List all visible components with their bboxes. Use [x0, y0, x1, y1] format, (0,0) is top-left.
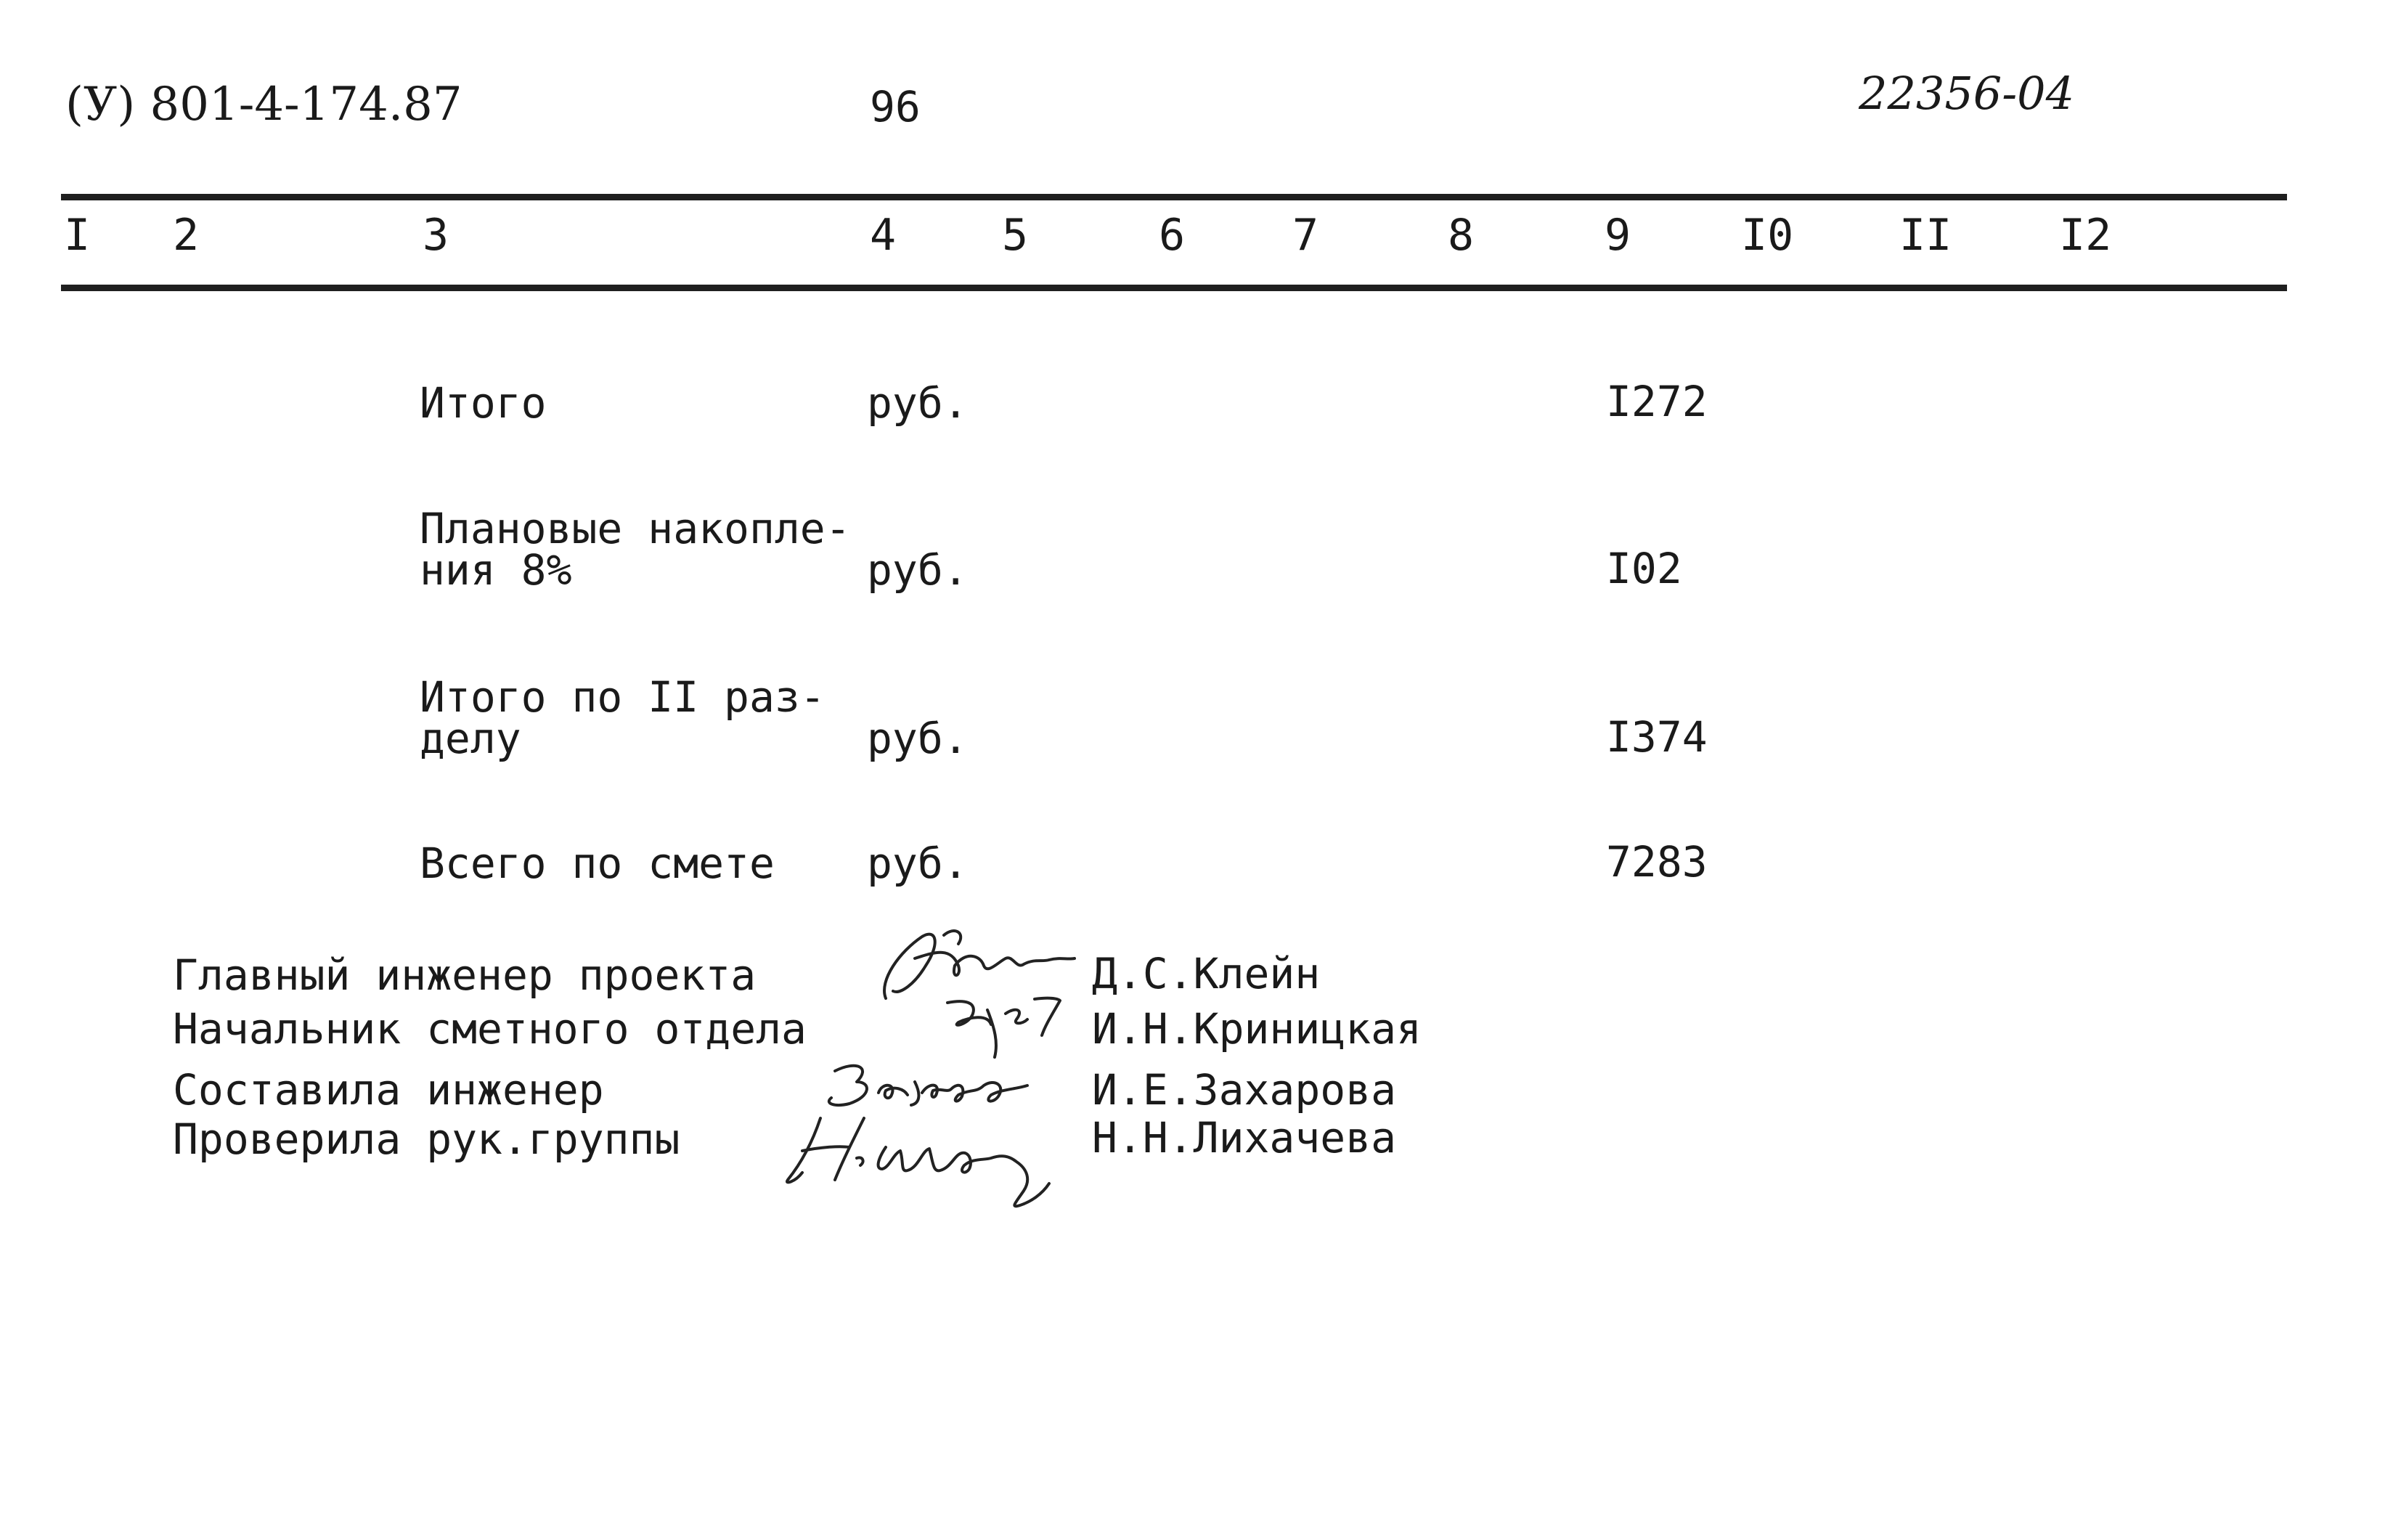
- signature-likhacheva: [777, 1104, 1096, 1220]
- archive-number: 22356-04: [1859, 67, 2075, 120]
- row-value: I374: [1606, 712, 1708, 762]
- row-unit: руб.: [867, 378, 969, 428]
- signer-position: Главный инженер проекта: [173, 950, 757, 1000]
- column-number: 7: [1292, 210, 1319, 261]
- row-value: 7283: [1606, 837, 1708, 887]
- bottom-rule: [61, 285, 2287, 291]
- signer-position: Проверила рук.группы: [173, 1115, 680, 1164]
- row-unit: руб.: [867, 714, 969, 763]
- signer-position: Начальник сметного отдела: [173, 1004, 807, 1054]
- signer-name: И.Е.Захарова: [1092, 1065, 1397, 1115]
- row-label: Итого по II раз- делу: [420, 672, 826, 763]
- column-number: 4: [870, 210, 897, 261]
- column-number: 9: [1605, 210, 1631, 261]
- row-label: Итого: [420, 378, 547, 428]
- row-label: Всего по смете: [420, 839, 775, 888]
- row-value: I272: [1606, 377, 1708, 426]
- column-number: I2: [2059, 210, 2112, 261]
- signer-name: Н.Н.Лихачева: [1092, 1113, 1397, 1162]
- row-label: Плановые накопле- ния 8%: [420, 504, 851, 595]
- signer-position: Составила инженер: [173, 1065, 604, 1115]
- top-rule: [61, 194, 2287, 200]
- column-number: I: [64, 210, 91, 261]
- row-unit: руб.: [867, 839, 969, 888]
- signer-name: Д.С.Клейн: [1092, 949, 1321, 998]
- signer-name: И.Н.Криницкая: [1092, 1004, 1422, 1054]
- column-number: I0: [1741, 210, 1794, 261]
- row-unit: руб.: [867, 545, 969, 595]
- column-number: 3: [423, 210, 449, 261]
- document-code: (У) 801-4-174.87: [65, 78, 462, 131]
- row-value: I02: [1606, 544, 1682, 593]
- page-number: 96: [870, 82, 921, 131]
- column-number: 2: [173, 210, 200, 261]
- column-number: 6: [1159, 210, 1186, 261]
- column-number: 5: [1002, 210, 1029, 261]
- column-number: 8: [1448, 210, 1475, 261]
- column-number: II: [1899, 210, 1952, 261]
